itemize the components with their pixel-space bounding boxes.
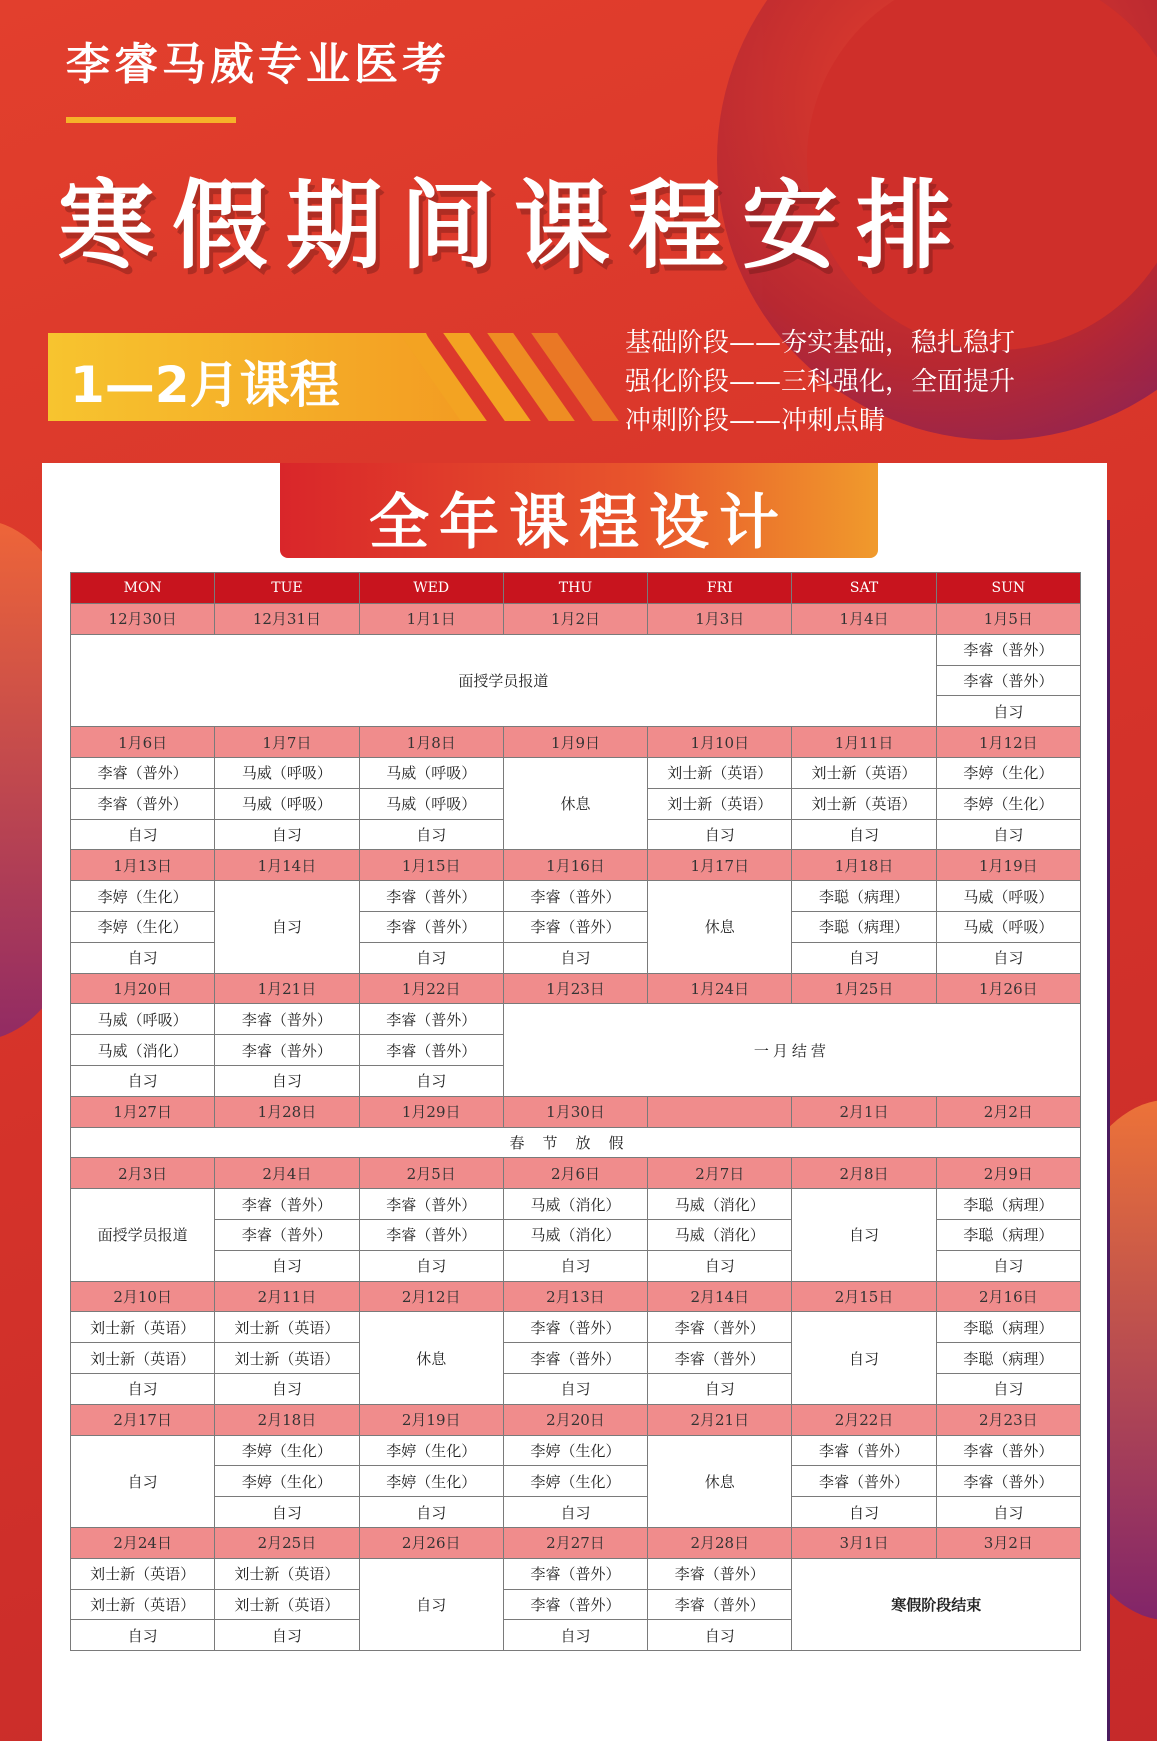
date-cell: 2月18日 bbox=[215, 1404, 359, 1435]
course-cell: 马威（呼吸） bbox=[359, 757, 503, 788]
date-cell: 2月19日 bbox=[359, 1404, 503, 1435]
date-cell: 2月12日 bbox=[359, 1281, 503, 1312]
table-row bbox=[71, 1435, 1081, 1466]
date-cell: 2月2日 bbox=[936, 1096, 1080, 1127]
date-cell: 1月2日 bbox=[503, 604, 647, 635]
date-cell: 2月24日 bbox=[71, 1527, 215, 1558]
course-cell: 自习 bbox=[503, 1250, 647, 1281]
date-cell: 2月28日 bbox=[648, 1527, 792, 1558]
course-cell: 自习 bbox=[792, 819, 936, 850]
date-row bbox=[71, 1158, 1081, 1189]
course-cell: 刘士新（英语） bbox=[71, 1312, 215, 1343]
course-cell: 马威（呼吸） bbox=[215, 757, 359, 788]
date-cell: 1月25日 bbox=[792, 973, 936, 1004]
brand-name: 李睿马威专业医考 bbox=[66, 39, 450, 90]
date-cell: 2月26日 bbox=[359, 1527, 503, 1558]
page-title: 寒假期间课程安排 bbox=[58, 170, 970, 282]
day-status-cell: 休息 bbox=[359, 1312, 503, 1404]
date-cell: 1月17日 bbox=[648, 850, 792, 881]
date-cell: 2月25日 bbox=[215, 1527, 359, 1558]
course-cell: 马威（呼吸） bbox=[936, 881, 1080, 912]
weekday-header: WED bbox=[359, 573, 503, 604]
date-row bbox=[71, 1527, 1081, 1558]
course-cell: 自习 bbox=[359, 1250, 503, 1281]
course-cell: 李聪（病理） bbox=[792, 881, 936, 912]
course-cell: 刘士新（英语） bbox=[215, 1589, 359, 1620]
course-cell: 李婷（生化） bbox=[71, 911, 215, 942]
course-cell: 自习 bbox=[936, 696, 1080, 727]
course-cell: 自习 bbox=[503, 1373, 647, 1404]
weekday-header: TUE bbox=[215, 573, 359, 604]
phase-item: 基础阶段——夯实基础，稳扎稳打 bbox=[625, 328, 1016, 358]
course-cell: 李睿（普外） bbox=[648, 1312, 792, 1343]
date-cell: 1月23日 bbox=[503, 973, 647, 1004]
course-cell: 自习 bbox=[648, 1620, 792, 1651]
course-cell: 李睿（普外） bbox=[503, 1343, 647, 1374]
date-cell: 2月7日 bbox=[648, 1158, 792, 1189]
date-cell: 2月20日 bbox=[503, 1404, 647, 1435]
course-cell: 李睿（普外） bbox=[215, 1004, 359, 1035]
date-row bbox=[71, 973, 1081, 1004]
course-cell: 自习 bbox=[936, 942, 1080, 973]
date-cell: 1月3日 bbox=[648, 604, 792, 635]
merged-note-cell: 一月结营 bbox=[503, 1004, 1080, 1096]
course-cell: 自习 bbox=[648, 819, 792, 850]
course-cell: 李睿（普外） bbox=[503, 1558, 647, 1589]
course-cell: 马威（呼吸） bbox=[71, 1004, 215, 1035]
course-cell: 李婷（生化） bbox=[215, 1435, 359, 1466]
course-cell: 李睿（普外） bbox=[71, 788, 215, 819]
course-cell: 李婷（生化） bbox=[503, 1435, 647, 1466]
course-cell: 马威（消化） bbox=[648, 1219, 792, 1250]
date-row bbox=[71, 1096, 1081, 1127]
date-cell: 3月1日 bbox=[792, 1527, 936, 1558]
course-cell: 自习 bbox=[936, 819, 1080, 850]
course-cell: 马威（消化） bbox=[648, 1189, 792, 1220]
weekday-header: SAT bbox=[792, 573, 936, 604]
banner-stripes bbox=[410, 333, 610, 421]
date-cell: 1月21日 bbox=[215, 973, 359, 1004]
course-cell: 马威（呼吸） bbox=[215, 788, 359, 819]
course-cell: 李睿（普外） bbox=[936, 1466, 1080, 1497]
course-cell: 自习 bbox=[71, 1620, 215, 1651]
table-row bbox=[71, 1312, 1081, 1343]
date-cell: 2月5日 bbox=[359, 1158, 503, 1189]
course-cell: 李睿（普外） bbox=[215, 1035, 359, 1066]
course-cell: 刘士新（英语） bbox=[71, 1343, 215, 1374]
date-cell: 1月16日 bbox=[503, 850, 647, 881]
course-cell: 刘士新（英语） bbox=[648, 757, 792, 788]
date-cell: 12月31日 bbox=[215, 604, 359, 635]
holiday-cell: 春节放假 bbox=[71, 1127, 1081, 1158]
day-status-cell: 休息 bbox=[648, 881, 792, 973]
course-cell: 自习 bbox=[215, 1620, 359, 1651]
table-row bbox=[71, 881, 1081, 912]
weekday-header: FRI bbox=[648, 573, 792, 604]
table-row bbox=[71, 1004, 1081, 1035]
course-cell: 自习 bbox=[359, 942, 503, 973]
date-cell: 1月14日 bbox=[215, 850, 359, 881]
course-cell: 自习 bbox=[936, 1373, 1080, 1404]
course-cell: 自习 bbox=[792, 942, 936, 973]
day-status-cell: 休息 bbox=[503, 757, 647, 849]
table-row bbox=[71, 1189, 1081, 1220]
course-cell: 自习 bbox=[503, 1497, 647, 1528]
course-cell: 李聪（病理） bbox=[936, 1312, 1080, 1343]
phase-list bbox=[625, 324, 1015, 441]
course-cell: 刘士新（英语） bbox=[215, 1558, 359, 1589]
date-cell: 1月19日 bbox=[936, 850, 1080, 881]
table-row bbox=[71, 634, 1081, 665]
table-row bbox=[71, 1558, 1081, 1589]
day-status-cell: 自习 bbox=[792, 1189, 936, 1281]
date-cell: 1月18日 bbox=[792, 850, 936, 881]
course-cell: 自习 bbox=[71, 819, 215, 850]
course-cell: 自习 bbox=[71, 1065, 215, 1096]
course-cell: 李睿（普外） bbox=[648, 1589, 792, 1620]
date-cell: 1月4日 bbox=[792, 604, 936, 635]
month-label: 1—2月课程 bbox=[70, 356, 340, 414]
course-cell: 自习 bbox=[359, 1497, 503, 1528]
course-cell: 李睿（普外） bbox=[215, 1189, 359, 1220]
date-cell: 2月15日 bbox=[792, 1281, 936, 1312]
date-cell: 1月1日 bbox=[359, 604, 503, 635]
course-cell: 刘士新（英语） bbox=[71, 1558, 215, 1589]
course-cell: 自习 bbox=[648, 1373, 792, 1404]
course-cell: 自习 bbox=[792, 1497, 936, 1528]
course-cell: 李睿（普外） bbox=[215, 1219, 359, 1250]
course-cell: 李睿（普外） bbox=[359, 881, 503, 912]
course-cell: 刘士新（英语） bbox=[215, 1312, 359, 1343]
date-cell: 2月10日 bbox=[71, 1281, 215, 1312]
date-cell: 1月11日 bbox=[792, 727, 936, 758]
course-cell: 刘士新（英语） bbox=[648, 788, 792, 819]
course-cell: 自习 bbox=[215, 819, 359, 850]
date-row bbox=[71, 1404, 1081, 1435]
date-cell: 1月24日 bbox=[648, 973, 792, 1004]
date-cell: 1月30日 bbox=[503, 1096, 647, 1127]
course-cell: 马威（呼吸） bbox=[936, 911, 1080, 942]
course-cell: 李婷（生化） bbox=[936, 788, 1080, 819]
course-cell: 李婷（生化） bbox=[503, 1466, 647, 1497]
date-row bbox=[71, 604, 1081, 635]
course-cell: 马威（消化） bbox=[503, 1189, 647, 1220]
date-cell: 1月29日 bbox=[359, 1096, 503, 1127]
date-cell: 2月21日 bbox=[648, 1404, 792, 1435]
course-cell: 自习 bbox=[71, 942, 215, 973]
date-cell: 1月7日 bbox=[215, 727, 359, 758]
course-cell: 自习 bbox=[359, 819, 503, 850]
course-cell: 自习 bbox=[215, 1373, 359, 1404]
course-cell: 自习 bbox=[215, 1497, 359, 1528]
course-cell: 李婷（生化） bbox=[936, 757, 1080, 788]
course-cell: 李婷（生化） bbox=[215, 1466, 359, 1497]
course-cell: 李睿（普外） bbox=[936, 634, 1080, 665]
day-status-cell: 自习 bbox=[215, 881, 359, 973]
course-cell: 李婷（生化） bbox=[359, 1435, 503, 1466]
date-cell: 2月9日 bbox=[936, 1158, 1080, 1189]
course-cell: 李聪（病理） bbox=[936, 1343, 1080, 1374]
course-cell: 李睿（普外） bbox=[503, 881, 647, 912]
course-cell: 刘士新（英语） bbox=[792, 757, 936, 788]
course-cell: 李睿（普外） bbox=[792, 1435, 936, 1466]
merged-note-cell: 面授学员报道 bbox=[71, 634, 937, 726]
course-cell: 马威（消化） bbox=[71, 1035, 215, 1066]
phase-item: 冲刺阶段——冲刺点睛 bbox=[625, 406, 886, 436]
course-cell: 李睿（普外） bbox=[503, 1589, 647, 1620]
table-row bbox=[71, 757, 1081, 788]
plan-title: 全年课程设计 bbox=[369, 488, 789, 558]
course-cell: 自习 bbox=[936, 1250, 1080, 1281]
date-cell: 2月1日 bbox=[792, 1096, 936, 1127]
course-cell: 自习 bbox=[503, 1620, 647, 1651]
date-cell: 1月10日 bbox=[648, 727, 792, 758]
merged-note-cell: 寒假阶段结束 bbox=[792, 1558, 1081, 1650]
course-cell: 李睿（普外） bbox=[359, 1035, 503, 1066]
date-cell: 1月13日 bbox=[71, 850, 215, 881]
day-status-cell: 自习 bbox=[792, 1312, 936, 1404]
date-cell: 2月11日 bbox=[215, 1281, 359, 1312]
course-cell: 李睿（普外） bbox=[503, 911, 647, 942]
date-cell: 2月13日 bbox=[503, 1281, 647, 1312]
date-cell: 2月6日 bbox=[503, 1158, 647, 1189]
date-cell: 2月22日 bbox=[792, 1404, 936, 1435]
date-row bbox=[71, 850, 1081, 881]
day-status-cell: 自习 bbox=[359, 1558, 503, 1650]
date-cell: 2月14日 bbox=[648, 1281, 792, 1312]
date-cell: 2月17日 bbox=[71, 1404, 215, 1435]
weekday-header: MON bbox=[71, 573, 215, 604]
course-cell: 李睿（普外） bbox=[936, 665, 1080, 696]
date-cell: 2月16日 bbox=[936, 1281, 1080, 1312]
date-row bbox=[71, 727, 1081, 758]
day-status-cell: 休息 bbox=[648, 1435, 792, 1527]
course-cell: 李睿（普外） bbox=[71, 757, 215, 788]
course-cell: 李聪（病理） bbox=[792, 911, 936, 942]
course-cell: 李婷（生化） bbox=[71, 881, 215, 912]
date-cell: 1月15日 bbox=[359, 850, 503, 881]
date-cell: 1月26日 bbox=[936, 973, 1080, 1004]
schedule-table bbox=[70, 572, 1081, 1651]
course-cell: 自习 bbox=[936, 1497, 1080, 1528]
date-cell: 1月27日 bbox=[71, 1096, 215, 1127]
date-cell: 1月9日 bbox=[503, 727, 647, 758]
course-cell: 李睿（普外） bbox=[503, 1312, 647, 1343]
course-cell: 李睿（普外） bbox=[936, 1435, 1080, 1466]
course-cell: 李睿（普外） bbox=[359, 1004, 503, 1035]
date-cell: 12月30日 bbox=[71, 604, 215, 635]
course-cell: 李睿（普外） bbox=[648, 1343, 792, 1374]
day-status-cell: 自习 bbox=[71, 1435, 215, 1527]
date-cell: 2月27日 bbox=[503, 1527, 647, 1558]
date-cell: 1月5日 bbox=[936, 604, 1080, 635]
table-row bbox=[71, 1466, 1081, 1497]
course-cell: 李睿（普外） bbox=[648, 1558, 792, 1589]
table-row bbox=[71, 1497, 1081, 1528]
weekday-header: SUN bbox=[936, 573, 1080, 604]
date-cell: 2月3日 bbox=[71, 1158, 215, 1189]
course-cell: 李聪（病理） bbox=[936, 1219, 1080, 1250]
course-cell: 自习 bbox=[71, 1373, 215, 1404]
course-cell: 自习 bbox=[503, 942, 647, 973]
day-status-cell: 面授学员报道 bbox=[71, 1189, 215, 1281]
course-cell: 刘士新（英语） bbox=[215, 1343, 359, 1374]
date-cell: 2月8日 bbox=[792, 1158, 936, 1189]
date-cell: 1月22日 bbox=[359, 973, 503, 1004]
brand-underline bbox=[66, 117, 236, 123]
course-cell: 李聪（病理） bbox=[936, 1189, 1080, 1220]
course-cell: 自习 bbox=[215, 1065, 359, 1096]
weekday-header-row bbox=[71, 573, 1081, 604]
course-cell: 李睿（普外） bbox=[359, 1189, 503, 1220]
date-cell: 2月23日 bbox=[936, 1404, 1080, 1435]
weekday-header: THU bbox=[503, 573, 647, 604]
course-cell: 自习 bbox=[215, 1250, 359, 1281]
course-cell: 自习 bbox=[648, 1250, 792, 1281]
phase-item: 强化阶段——三科强化，全面提升 bbox=[625, 367, 1016, 397]
date-cell: 2月4日 bbox=[215, 1158, 359, 1189]
course-cell: 马威（呼吸） bbox=[359, 788, 503, 819]
course-cell: 李睿（普外） bbox=[359, 911, 503, 942]
date-cell: 1月8日 bbox=[359, 727, 503, 758]
course-cell: 刘士新（英语） bbox=[71, 1589, 215, 1620]
date-cell bbox=[648, 1096, 792, 1127]
course-cell: 马威（消化） bbox=[503, 1219, 647, 1250]
date-cell: 1月12日 bbox=[936, 727, 1080, 758]
course-cell: 李睿（普外） bbox=[359, 1219, 503, 1250]
course-cell: 刘士新（英语） bbox=[792, 788, 936, 819]
date-cell: 1月28日 bbox=[215, 1096, 359, 1127]
date-cell: 1月20日 bbox=[71, 973, 215, 1004]
course-cell: 自习 bbox=[359, 1065, 503, 1096]
date-cell: 3月2日 bbox=[936, 1527, 1080, 1558]
course-cell: 李睿（普外） bbox=[792, 1466, 936, 1497]
date-row bbox=[71, 1281, 1081, 1312]
date-cell: 1月6日 bbox=[71, 727, 215, 758]
course-cell: 李婷（生化） bbox=[359, 1466, 503, 1497]
